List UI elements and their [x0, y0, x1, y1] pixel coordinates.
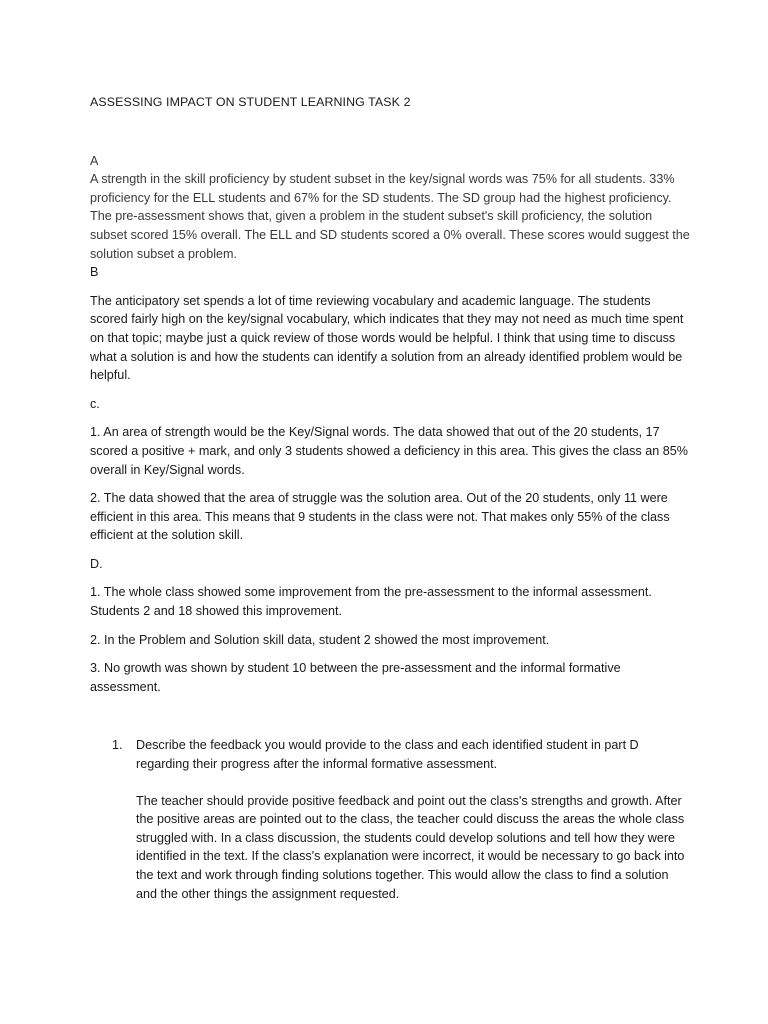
section-b-paragraph: The anticipatory set spends a lot of time reviewing vocabulary and academic language. The students scored fairly high on the key/signal vocabulary, which indicates that they may not need as much time spent on that topic; maybe just a quick review of those words would be helpful. I think that using time to discuss what a solution is and how the students can identify a solution from an already identified problem would be helpful.	[90, 293, 684, 383]
answer-text: The teacher should provide positive feedback and point out the class's strengths and growth. After the positive areas are pointed out to the class, the teacher could discuss the areas the whole class struggled with. In a class discussion, the students could develop solutions and tell how they were identified in the text. If the class's explanation were incorrect, it would be necessary to go back into the text and work through finding solutions together. This would allow the class to find a solution and the other things the assignment requested.	[136, 793, 685, 901]
section-d-label: D.	[90, 556, 103, 571]
document-body	[90, 93, 690, 903]
section-a-paragraph-1: A strength in the skill proficiency by student subset in the key/signal words was 75% for all students. 33% proficiency for the ELL students and 67% for the SD students. The SD group had the highest proficiency.	[90, 172, 675, 205]
numbered-question-1	[90, 736, 690, 903]
section-d	[90, 555, 690, 697]
section-b-label: B	[90, 265, 99, 280]
document-title: ASSESSING IMPACT ON STUDENT LEARNING TASK 2	[90, 95, 411, 109]
section-a-paragraph-2: The pre-assessment shows that, given a problem in the student subset's skill proficiency, the solution subset scored 15% overall. The ELL and SD students scored a 0% overall. These scores would suggest the solution subset a problem.	[90, 209, 690, 261]
section-c-item-1: 1. An area of strength would be the Key/Signal words. The data showed that out of the 20 students, 17 scored a positive + mark, and only 3 students showed a deficiency in this area. This gives the class an 85% overall in Key/Signal words.	[90, 425, 688, 477]
section-c-item-2: 2. The data showed that the area of struggle was the solution area. Out of the 20 students, only 11 were efficient in this area. This means that 9 students in the class were not. That makes only 55% of the class efficient at the solution skill.	[90, 491, 670, 543]
section-a-label: A	[90, 153, 99, 168]
spacer	[90, 696, 690, 736]
section-c-label: c.	[90, 396, 100, 411]
section-b	[90, 263, 690, 385]
section-d-item-1: 1. The whole class showed some improvement from the pre-assessment to the informal assessment. Students 2 and 18 showed this improvement.	[90, 585, 652, 619]
section-a	[90, 152, 690, 264]
question-number: 1.	[112, 738, 123, 753]
section-d-item-2: 2. In the Problem and Solution skill data, student 2 showed the most improvement.	[90, 632, 550, 647]
section-c	[90, 395, 690, 545]
question-text: Describe the feedback you would provide to the class and each identified student in part D regarding their progress after the informal formative assessment.	[136, 738, 639, 772]
section-d-item-3: 3. No growth was shown by student 10 between the pre-assessment and the informal formative assessment.	[90, 661, 621, 694]
